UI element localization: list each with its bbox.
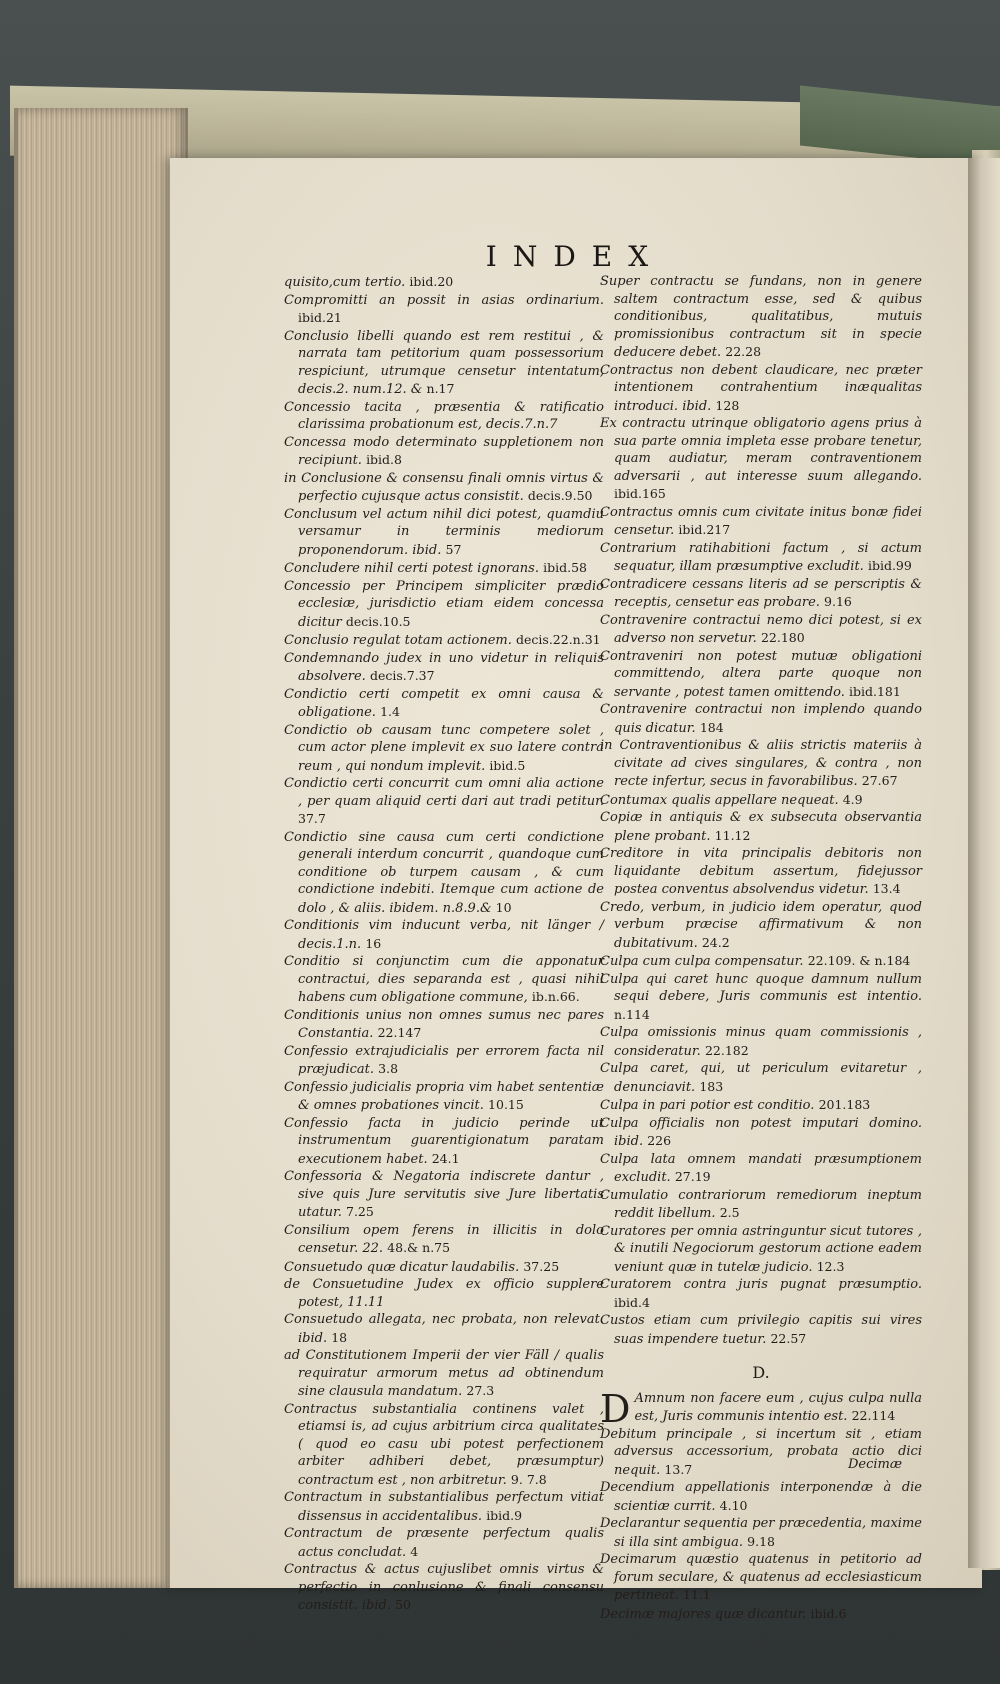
entry-text: ad Constitutionem Imperii der vier Fäll / qualis requiratur armorum metus ad obtinendum sine clausula mandatum. [284,1348,604,1399]
entry-reference: 12.3 [816,1258,845,1274]
section-d-entries [600,1386,922,1624]
entry-text: Contractus omnis cum civitate initus bonæ fidei censetur. [600,504,922,538]
entry-reference: 11.1 [682,1587,711,1602]
entry-text: Custos etiam cum privilegio capitis sui vires suas impendere tuetur. [600,1313,922,1347]
entry-reference: n.17 [426,381,455,396]
entry-reference: ibid.4 [614,1294,650,1310]
entry-text: Declarantur sequentia per præcedentia, maxime si illa sint ambigua. [600,1516,922,1550]
index-entry [600,1605,922,1624]
index-entry [600,809,922,845]
index-entry [600,1096,922,1115]
index-entry [284,506,604,560]
entry-text: Curatorem contra juris pugnat præsumptio. [600,1277,922,1292]
entry-reference: 11.12 [714,827,751,843]
entry-text: Consilium opem ferens in illicitis in dolo censetur. 22. [284,1222,604,1256]
index-entry [284,328,604,399]
entry-reference: 22.180 [760,630,805,645]
entry-reference: ibid.20 [409,274,454,289]
index-entry [284,1007,604,1043]
entry-text: Contraveniri non potest mutuæ obligationi committendo, altera parte quoque non servante , potest tamen omittendo. [600,648,922,700]
entry-text: Condictio certi concurrit cum omni alia actione , per quam aliquid certi dari aut tradi petitur. [284,776,604,809]
index-entry [600,362,922,416]
entry-text: Condemnando judex in uno videtur in reliquis absolvere. [284,650,604,684]
entry-text: Conclusio libelli quando est rem restitui , & narrata tam petitorium quam possessorium respiciunt, utrumque censetur intentatum, decis.2. num.12. & [284,328,604,397]
entry-text: Contravenire contractui non implendo quando quis dicatur. [600,702,922,736]
entry-text: Concessio tacita , præsentia & ratificatio clarissima probationum est, decis.7.n.7 [284,399,604,432]
entry-text: in Conclusione & consensu finali omnis virtus & perfectio cujusque actus consistit. [284,470,604,504]
entry-text: Compromitti an possit in asias ordinarium. [284,292,604,308]
entry-text: Super contractu se fundans, non in genere saltem contractum esse, sed & quibus conditionibus, qualitatibus, mutuis promissionibus contractum sit in specie deducere debet. [600,274,922,360]
entry-text: Concessa modo determinato suppletionem non recipiunt. [284,434,604,468]
index-entry [284,686,604,722]
entry-text: Consuetudo quæ dicatur laudabilis. [284,1259,524,1275]
catchword: Decimæ [848,1457,903,1472]
entry-text: Decimæ majores quæ dicantur. [600,1606,811,1622]
index-entry [284,1222,604,1258]
index-entry [600,701,922,737]
entry-text: Confessoria & Negatoria indiscrete dantur , sive quis Jure servitutis sive Jure libertatis utatur. [284,1169,604,1220]
entry-reference: ibid.9 [486,1507,523,1523]
entry-reference: ibid.6 [810,1605,847,1621]
left-column [284,273,604,1615]
index-entry [600,1312,922,1348]
index-entry [600,1187,922,1223]
index-entry [600,576,922,612]
entry-reference: 128 [715,397,740,413]
entry-text: in Contraventionibus & aliis strictis materiis à civitate ad cives singulares, & contra , non recte infertur, secus in favorabilibus. [600,738,922,789]
entry-text: Conditionis unius non omnes sumus nec pares Constantia. [284,1007,604,1041]
index-entry [284,470,604,506]
index-entry [600,952,922,971]
entry-text: Condictio sine causa cum certi condictione generali interdum concurrit , quandoque cum conditione ob turpem causam , & cum condictione indebiti. Itemque cum actione de dolo , & aliis. ibidem. n.8.9.& [284,829,604,916]
entry-reference: 7.25 [346,1204,374,1219]
entry-text: Culpa omissionis minus quam commissionis , consideratur. [600,1025,922,1059]
entry-reference: 37.25 [523,1258,560,1274]
entry-text: de Consuetudine Judex ex officio supplere potest, 11.11 [284,1277,604,1310]
index-entry [284,1043,604,1079]
index-entry [284,1525,604,1561]
index-entry [284,399,604,434]
entry-text: Concessio per Principem simpliciter prædio ecclesiæ, jurisdictio etiam eidem concessa dicitur [284,578,604,630]
entry-reference: 3.8 [378,1061,399,1076]
entry-text: Conditionis vim inducunt verba, nit länger / decis.1.n. [284,918,604,952]
entry-reference: 16 [365,935,382,951]
index-entry [600,899,922,953]
entry-text: Ex contractu utrinque obligatorio agens prius à sua parte omnia impleta esse probare tenetur, quam audiatur, meram contraventionem adversarii , aut interesse suum allegando. [600,416,922,484]
index-entry [600,1515,922,1551]
index-entry [600,415,922,504]
entry-text: Conclusio regulat totam actionem. [284,633,516,648]
section-letter-d: D. [752,1363,770,1382]
entry-text: Debitum principale , si incertum sit , etiam adversus accessorium, probata actio dici nequit. [600,1426,922,1478]
entry-text: Contradicere cessans literis ad se perscriptis & receptis, censetur eas probare. [600,576,922,610]
index-entry [284,1347,604,1401]
index-entry [600,1223,922,1277]
entry-reference: ibid.99 [867,558,912,573]
entry-text: Credo, verbum, in judicio idem operatur, quod verbum præcise affirmativum & non dubitativum. [600,899,922,951]
index-entry [284,578,604,632]
index-entry [284,1168,604,1222]
entry-reference: 13.4 [872,881,901,896]
index-entry [600,1386,922,1431]
entry-reference: ib.n.66. [531,989,580,1004]
index-entry [284,917,604,953]
index-entry [284,1079,604,1115]
entry-reference: 50 [395,1597,411,1612]
right-column [600,273,922,1623]
entry-text: Conclusum vel actum nihil dici potest, quamdiu versamur in terminis mediorum proponendorum. ibid. [284,506,604,558]
index-entry [284,434,604,470]
entry-text: Cumulatio contrariorum remediorum ineptum reddit libellum. [600,1187,922,1221]
entry-text: Contrarium ratihabitioni factum , si actum sequatur, illam præsumptive excludit. [600,540,922,574]
entry-text: Contractum in substantialibus perfectum vitiat dissensus in accidentalibus. [284,1490,604,1524]
entry-reference: 57 [445,541,462,557]
index-entry [284,722,604,776]
entry-text: Creditore in vita principalis debitoris non liquidante debitum assertum, fidejussor postea conventus absolvendus videtur. [600,846,922,897]
entry-reference: ibid.217 [678,522,731,537]
entry-text: Decimarum quæstio quatenus in petitorio ad forum seculare, & quatenus ad ecclesiasticum pertineat. [600,1552,922,1603]
index-entry [284,1115,604,1169]
entry-reference: 10.15 [488,1097,524,1112]
entry-reference: 183 [699,1078,724,1094]
index-entry [600,1276,922,1312]
entry-reference: 9. 7.8 [510,1471,547,1487]
index-entry [600,1060,922,1096]
index-entry [600,504,922,540]
page-title: INDEX [485,240,665,273]
entry-text: Concludere nihil certi potest ignorans. [284,561,544,576]
entry-text: Curatores per omnia astringuntur sicut tutores , & inutili Negociorum gestorum actione eadem veniunt quæ in tutelæ judicio. [600,1223,922,1275]
index-entry [600,648,922,702]
index-entry [284,273,604,292]
entry-reference: 4 [410,1543,419,1559]
entry-text: Contractus substantialia continens valet , etiamsi is, ad cujus arbitrium circa qualitates ( quod eo casu ubi potest perfectionem arbiter adhiberi debet, præsumptur) contractum est , non arbitretur. [284,1401,604,1488]
entry-reference: 9.16 [824,594,852,609]
entry-reference: decis.9.50 [527,488,593,503]
index-entry [284,1401,604,1490]
entry-text: Conditio si conjunctim cum die apponatur contractui, dies separanda est , quasi nihil habens cum obligatione commune, [284,954,604,1005]
entry-text: Contractus non debent claudicare, nec præter intentionem contrahentium inæqualitas introduci. ibid. [600,362,922,414]
entry-text: Condictio ob causam tunc competere solet , cum actor plene implevit ex suo latere contra reum , qui nondum implevit. [284,722,604,774]
entry-text: Culpa qui caret hunc quoque damnum nullum sequi debere, Juris communis est intentio. [600,971,922,1004]
entry-text: Contumax qualis appellare nequeat. [600,792,843,808]
entry-text: Decendium appellationis interponendæ à die scientiæ currit. [600,1480,922,1514]
entry-reference: 184 [699,719,724,735]
index-entry [600,1115,922,1151]
entry-text: Contractus & actus cujuslibet omnis virtus & perfectio in conlusione & finali consensu consistit. ibid. [284,1562,604,1613]
drop-capital: D [600,1386,631,1431]
index-entry [600,540,922,576]
entry-text: Consuetudo allegata, nec probata, non relevat. ibid. [284,1312,604,1346]
entry-reference: 2.5 [719,1205,740,1220]
entry-text: Culpa officialis non potest imputari domino. ibid. [600,1115,922,1149]
index-entry [284,829,604,918]
entry-reference: ibid.181 [848,683,901,699]
entry-reference: ibid.8 [366,452,402,467]
index-entry [600,791,922,810]
index-entry [600,1151,922,1187]
entry-reference: 27.3 [466,1383,495,1398]
entry-reference: 22.147 [377,1025,422,1040]
entry-text: Amnum non facere eum , cujus culpa nulla est, Juris communis intentio est. [634,1390,922,1424]
entry-text: Confessio judicialis propria vim habet sententiæ & omnes probationes vincit. [284,1079,604,1113]
entry-reference: ibid.5 [489,757,526,773]
entry-reference: 22.109. & n.184 [807,953,911,968]
entry-text: Confessio extrajudicialis per errorem facta nil præjudicat. [284,1043,604,1077]
index-entry [600,1024,922,1060]
entry-reference: 10 [495,899,512,915]
facing-page-edge [968,158,1000,1568]
index-entry [284,1561,604,1615]
entry-reference: 22.114 [851,1408,896,1423]
entry-reference: 24.1 [431,1150,460,1166]
entry-reference: 4.10 [719,1497,748,1513]
entry-reference: 13.7 [664,1461,693,1477]
index-entry [600,971,922,1025]
entry-reference: 201.183 [818,1097,871,1112]
entry-reference: 18 [331,1329,348,1345]
index-entry [600,1479,922,1515]
entry-reference: 24.2 [701,934,730,950]
index-entry [284,953,604,1007]
index-entry [284,1276,604,1311]
entry-text: Culpa cum culpa compensatur. [600,954,808,969]
entry-text: Confessio facta in judicio perinde ut instrumentum guarentigionatum paratam executionem habet. [284,1115,604,1167]
index-entry [284,1489,604,1525]
index-entry [284,292,604,328]
index-entry [600,737,922,791]
entry-reference: 27.19 [674,1169,711,1184]
index-entry [284,1311,604,1347]
entry-reference: 22.182 [704,1042,749,1058]
entry-reference: 22.57 [770,1330,807,1346]
entry-reference: decis.22.n.31 [516,632,601,647]
index-entry [284,1258,604,1277]
index-entry [284,631,604,650]
index-entry [600,612,922,648]
entry-reference: 37.7 [298,811,326,826]
entry-reference: 1.4 [380,704,400,719]
entry-text: Culpa lata omnem mandati præsumptionem excludit. [600,1151,922,1185]
index-entry [284,775,604,829]
entry-reference: decis.10.5 [345,613,411,629]
entry-reference: ibid.21 [298,310,342,325]
entry-reference: ibid.165 [614,486,666,501]
entry-text: Copiæ in antiquis & ex subsecuta observantia plene probant. [600,810,922,844]
entry-reference: ibid.58 [543,560,588,575]
entry-text: Contractum de præsente perfectum qualis actus concludat. [284,1526,604,1560]
entry-reference: 226 [647,1133,672,1148]
index-entry [600,273,922,362]
index-entry [600,1551,922,1605]
entry-text: quisito,cum tertio. [284,275,410,290]
entry-text: Condictio certi competit ex omni causa & obligatione. [284,686,604,720]
entry-reference: 9.18 [747,1533,775,1549]
index-entry [284,650,604,686]
entry-text: Culpa in pari potior est conditio. [600,1098,819,1113]
entry-reference: n.114 [614,1006,650,1022]
entry-reference: 48.& n.75 [387,1240,451,1255]
page-block-edges [14,108,188,1588]
entry-text: Culpa caret, qui, ut periculum evitaretur , denunciavit. [600,1061,922,1095]
index-entry [600,845,922,899]
entry-reference: 27.67 [861,773,898,788]
entry-reference: 4.9 [842,791,863,807]
entry-reference: 22.28 [725,344,762,359]
entry-text: Contravenire contractui nemo dici potest, si ex adverso non servetur. [600,612,922,646]
right-entries [600,273,922,1348]
entry-reference: decis.7.37 [369,668,435,683]
index-entry [284,559,604,578]
